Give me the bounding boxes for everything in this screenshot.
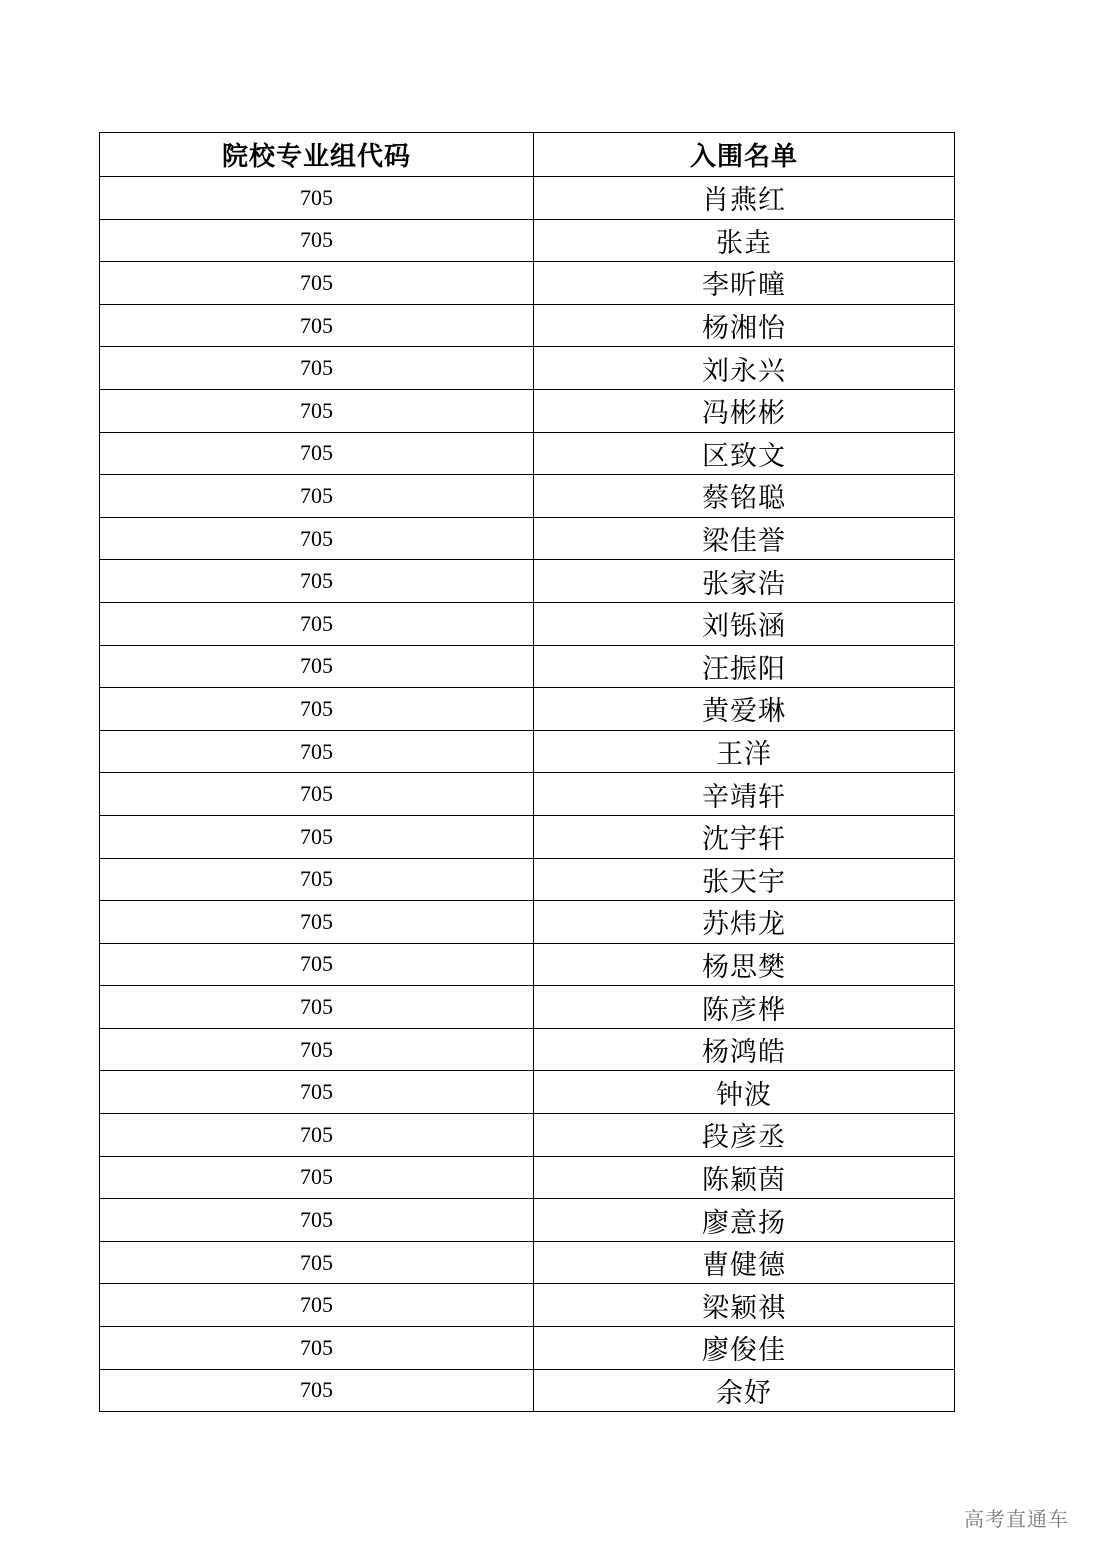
table-header-row	[100, 133, 955, 177]
table-row	[100, 858, 955, 901]
group-code-cell: 705	[100, 1114, 534, 1157]
candidate-name-cell: 汪振阳	[534, 645, 955, 688]
group-code-cell: 705	[100, 858, 534, 901]
candidate-name-cell: 刘永兴	[534, 347, 955, 390]
candidate-name-cell: 杨思樊	[534, 943, 955, 986]
table-row	[100, 602, 955, 645]
candidate-name-cell: 苏炜龙	[534, 901, 955, 944]
table-row	[100, 730, 955, 773]
group-code-cell: 705	[100, 475, 534, 518]
table-row	[100, 1327, 955, 1370]
candidate-name-cell: 王洋	[534, 730, 955, 773]
candidate-name-cell: 李昕曈	[534, 262, 955, 305]
watermark: 高考直通车	[964, 1507, 1069, 1531]
group-code-cell: 705	[100, 602, 534, 645]
candidate-name-cell: 梁颖祺	[534, 1284, 955, 1327]
candidate-name-cell: 肖燕红	[534, 177, 955, 220]
candidate-name-cell: 杨湘怡	[534, 304, 955, 347]
group-code-cell: 705	[100, 177, 534, 220]
table-row	[100, 389, 955, 432]
roster-table	[99, 132, 955, 1412]
table-row	[100, 901, 955, 944]
table-row	[100, 986, 955, 1029]
header-shortlist: 入围名单	[534, 133, 955, 177]
table-row	[100, 1284, 955, 1327]
group-code-cell: 705	[100, 1369, 534, 1412]
candidate-name-cell: 沈宇轩	[534, 815, 955, 858]
table-row	[100, 347, 955, 390]
table-row	[100, 517, 955, 560]
group-code-cell: 705	[100, 730, 534, 773]
candidate-name-cell: 辛靖轩	[534, 773, 955, 816]
group-code-cell: 705	[100, 304, 534, 347]
candidate-name-cell: 梁佳誉	[534, 517, 955, 560]
group-code-cell: 705	[100, 347, 534, 390]
group-code-cell: 705	[100, 688, 534, 731]
candidate-name-cell: 廖俊佳	[534, 1327, 955, 1370]
table-row	[100, 1071, 955, 1114]
group-code-cell: 705	[100, 432, 534, 475]
candidate-name-cell: 张垚	[534, 219, 955, 262]
candidate-name-cell: 杨鸿皓	[534, 1028, 955, 1071]
group-code-cell: 705	[100, 986, 534, 1029]
header-group-code: 院校专业组代码	[100, 133, 534, 177]
group-code-cell: 705	[100, 645, 534, 688]
group-code-cell: 705	[100, 219, 534, 262]
group-code-cell: 705	[100, 262, 534, 305]
table-row	[100, 475, 955, 518]
table-row	[100, 262, 955, 305]
group-code-cell: 705	[100, 1199, 534, 1242]
table-row	[100, 815, 955, 858]
candidate-name-cell: 钟波	[534, 1071, 955, 1114]
group-code-cell: 705	[100, 1284, 534, 1327]
candidate-name-cell: 余妤	[534, 1369, 955, 1412]
table-row	[100, 1028, 955, 1071]
candidate-name-cell: 区致文	[534, 432, 955, 475]
candidate-name-cell: 陈彦桦	[534, 986, 955, 1029]
candidate-name-cell: 段彦丞	[534, 1114, 955, 1157]
candidate-name-cell: 张天宇	[534, 858, 955, 901]
group-code-cell: 705	[100, 389, 534, 432]
candidate-name-cell: 陈颖茵	[534, 1156, 955, 1199]
group-code-cell: 705	[100, 1241, 534, 1284]
table-row	[100, 304, 955, 347]
candidate-name-cell: 冯彬彬	[534, 389, 955, 432]
candidate-name-cell: 刘铄涵	[534, 602, 955, 645]
candidate-name-cell: 曹健德	[534, 1241, 955, 1284]
group-code-cell: 705	[100, 1028, 534, 1071]
candidate-name-cell: 黄爱琳	[534, 688, 955, 731]
candidate-name-cell: 廖意扬	[534, 1199, 955, 1242]
group-code-cell: 705	[100, 943, 534, 986]
table-row	[100, 432, 955, 475]
table-row	[100, 1199, 955, 1242]
group-code-cell: 705	[100, 560, 534, 603]
group-code-cell: 705	[100, 1071, 534, 1114]
group-code-cell: 705	[100, 901, 534, 944]
table-row	[100, 1369, 955, 1412]
candidate-name-cell: 张家浩	[534, 560, 955, 603]
table-row	[100, 1114, 955, 1157]
roster-body	[100, 177, 955, 1412]
table-row	[100, 177, 955, 220]
table-row	[100, 219, 955, 262]
table-row	[100, 560, 955, 603]
table-row	[100, 1241, 955, 1284]
table-row	[100, 943, 955, 986]
roster-sheet	[99, 132, 954, 1412]
table-row	[100, 645, 955, 688]
table-row	[100, 1156, 955, 1199]
table-row	[100, 773, 955, 816]
group-code-cell: 705	[100, 1156, 534, 1199]
table-row	[100, 688, 955, 731]
candidate-name-cell: 蔡铭聪	[534, 475, 955, 518]
group-code-cell: 705	[100, 773, 534, 816]
group-code-cell: 705	[100, 517, 534, 560]
group-code-cell: 705	[100, 1327, 534, 1370]
group-code-cell: 705	[100, 815, 534, 858]
